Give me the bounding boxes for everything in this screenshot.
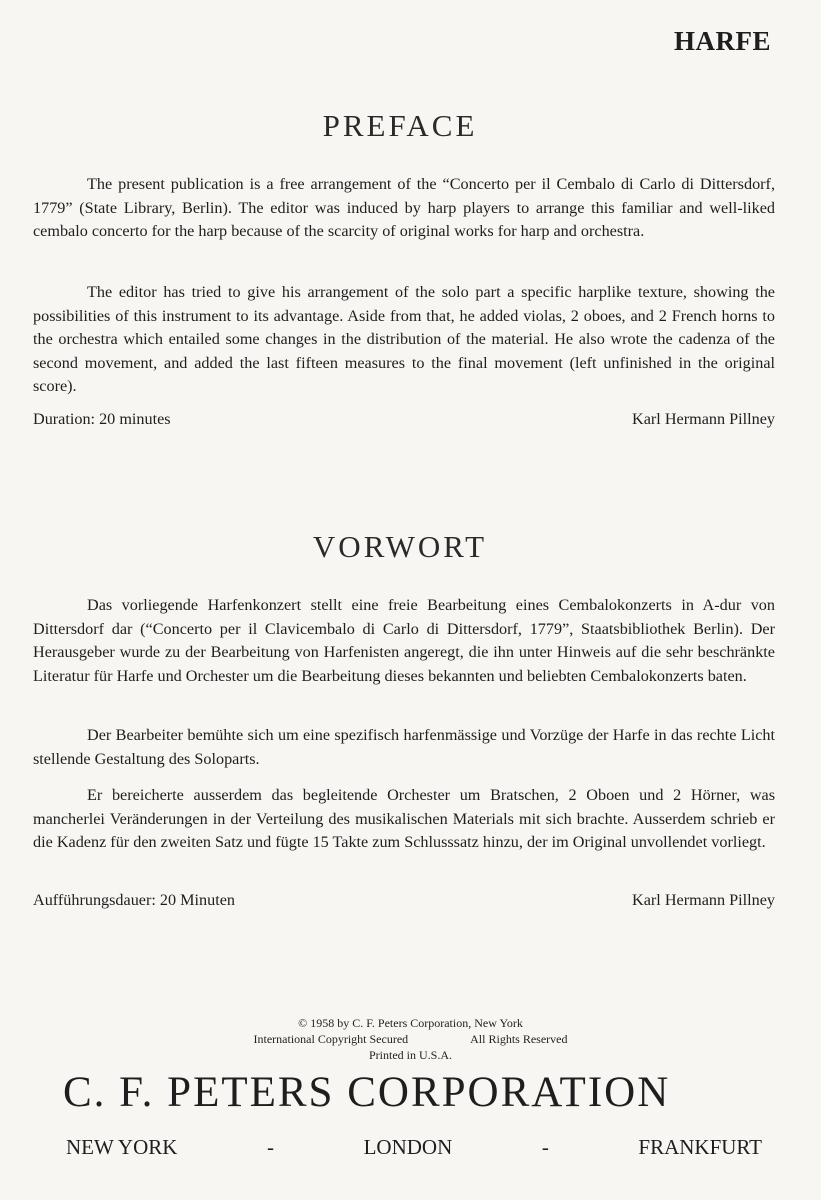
- printed-in: Printed in U.S.A.: [368, 1048, 452, 1062]
- copyright-line: © 1958 by C. F. Peters Corporation, New York: [298, 1016, 523, 1030]
- city-london: LONDON: [363, 1135, 453, 1159]
- vorwort-signature-line: [33, 891, 775, 910]
- vorwort-signature: Karl Hermann Pillney: [632, 891, 775, 909]
- city-frankfurt: FRANKFURT: [638, 1135, 762, 1159]
- preface-signature-line: [33, 410, 775, 429]
- copyright-rights-line: [254, 1031, 568, 1047]
- preface-paragraph-1: The present publication is a free arrangement of the “Concerto per il Cembalo di Carlo di Dittersdorf, 1779” (State Library, Berlin). The editor was induced by harp players to arrange this familiar and well-liked cembalo concerto for the harp because of the scarcity of original works for harp and orchestra.: [33, 175, 775, 241]
- publisher-cities: [66, 1135, 762, 1160]
- city-separator: -: [267, 1135, 274, 1159]
- instrument-label: HARFE: [674, 26, 771, 56]
- preface-signature: Karl Hermann Pillney: [632, 410, 775, 428]
- vorwort-heading: VORWORT: [312, 529, 488, 564]
- vorwort-paragraph-2: Der Bearbeiter bemühte sich um eine spezifisch harfenmässige und Vorzüge der Harfe in das rechte Licht stellende Gestaltung des Soloparts.: [33, 726, 775, 768]
- copyright-block: [0, 1015, 821, 1063]
- copyright-secured: International Copyright Secured: [253, 1032, 409, 1046]
- vorwort-duration: Aufführungsdauer: 20 Minuten: [33, 891, 236, 909]
- preface-duration: Duration: 20 minutes: [33, 410, 171, 428]
- city-separator: -: [541, 1135, 549, 1159]
- preface-heading: PREFACE: [322, 108, 478, 143]
- rights-reserved: All Rights Reserved: [470, 1032, 568, 1046]
- vorwort-paragraph-1: Das vorliegende Harfenkonzert stellt eine freie Bearbeitung eines Cembalokonzerts in A-dur von Dittersdorf dar (“Concerto per il Clavicembalo di Carlo di Dittersdorf, 1779”, Staatsbibliothek Berlin). Der Herausgeber wurde zu der Bearbeitung von Harfenisten angeregt, die ihn unter Hinweis auf die sehr beschränkte Literatur für Harfe und Orchester um die Bearbeitung dieses bekannten und beliebten Cembalokonzerts baten.: [33, 596, 775, 685]
- vorwort-paragraph-3: Er bereicherte ausserdem das begleitende Orchester um Bratschen, 2 Oboen und 2 Hörner, was mancherlei Veränderungen in der Verteilung des musikalischen Materials mit sich brachte. Ausserdem schrieb er die Kadenz für den zweiten Satz und fügte 15 Takte zum Schlusssatz hinzu, der im Original unvollendet vorliegt.: [33, 786, 775, 852]
- preface-paragraph-2: The editor has tried to give his arrangement of the solo part a specific harplike texture, showing the possibilities of this instrument to its advantage. Aside from that, he added violas, 2 oboes, and 2 French horns to the orchestra which entailed some changes in the distribution of the material. He also wrote the cadenza of the second movement, and added the last fifteen measures to the final movement (left unfinished in the original score).: [33, 283, 775, 396]
- city-new-york: NEW YORK: [66, 1135, 178, 1159]
- publisher-name: C. F. PETERS CORPORATION: [63, 1069, 671, 1116]
